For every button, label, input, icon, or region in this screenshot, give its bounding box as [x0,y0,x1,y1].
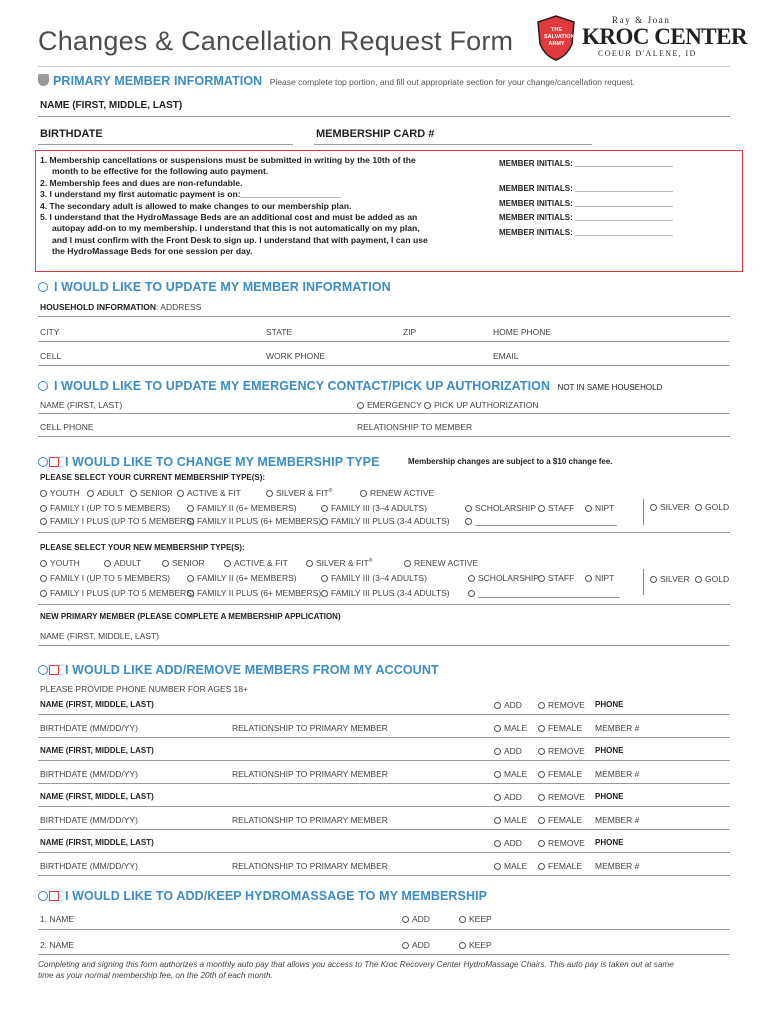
opt-label: ACTIVE & FIT [234,558,288,568]
new-fam2[interactable] [187,573,297,583]
radio-circle-icon[interactable] [40,590,47,597]
member-relationship-label[interactable]: RELATIONSHIP TO PRIMARY MEMBER [232,769,388,779]
logo-main-text: KROC CENTER [582,24,748,49]
radio-circle-icon[interactable] [494,840,501,847]
primary-section-note: Please complete top portion, and fill out appropriate section for your change/cancellation request. [269,77,636,87]
emergency-option-label: EMERGENCY [367,400,422,410]
new-active-fit[interactable] [224,558,288,568]
member-female-option[interactable] [538,815,582,825]
opt-label: FAMILY I (UP TO 5 MEMBERS) [50,573,171,583]
radio-circle-icon[interactable] [266,490,273,497]
emergency-relationship-label[interactable]: RELATIONSHIP TO MEMBER [357,422,473,432]
salvation-army-shield-logo [534,14,578,62]
radio-circle-icon[interactable] [402,942,409,949]
policy-4: 4. The secondary adult is allowed to make changes to our membership plan. [40,200,352,211]
radio-circle-icon[interactable] [494,794,501,801]
opt-label: SILVER [660,502,690,512]
member-name-label[interactable]: NAME (FIRST, MIDDLE, LAST) [40,746,154,755]
new-primary-name[interactable]: NAME (FIRST, MIDDLE, LAST) [40,631,160,641]
member-add-option[interactable] [494,700,522,710]
current-renew[interactable] [360,488,434,498]
radio-circle-icon[interactable] [40,575,47,582]
logo-top-text: Ray & Joan [612,15,671,25]
member-male-option[interactable] [494,769,527,779]
member-remove-option[interactable] [538,838,585,848]
radio-circle-icon[interactable] [402,916,409,923]
radio-circle-icon[interactable] [465,505,472,512]
radio-circle-icon[interactable] [468,590,475,597]
opt-label: GOLD [705,574,730,584]
radio-circle-icon[interactable] [38,665,48,675]
pickup-option[interactable] [424,400,539,410]
radio-circle-icon[interactable] [494,817,501,824]
radio-circle-icon[interactable] [538,794,545,801]
radio-circle-icon[interactable] [538,840,545,847]
radio-circle-icon[interactable] [360,490,367,497]
opt-label: SENIOR [140,488,173,498]
opt-label: ADD [412,914,430,924]
radio-circle-icon[interactable] [494,748,501,755]
opt-label: KEEP [469,914,492,924]
opt-label: MALE [504,769,528,779]
new-divider [643,569,644,595]
current-divider [643,499,644,525]
opt-label: ADD [504,792,522,802]
current-youth[interactable] [40,488,80,498]
current-silver[interactable] [650,502,690,512]
new-fam3p[interactable] [321,588,450,598]
policy-1-cont: month to be effective for the following auto payment. [52,166,269,177]
radio-circle-icon[interactable] [468,575,475,582]
opt-label: YOUTH [50,488,80,498]
member-initials-3[interactable]: MEMBER INITIALS: ______________________ [499,199,673,208]
opt-label: NIPT [595,573,615,583]
radio-circle-icon[interactable] [650,576,657,583]
current-fam3[interactable] [321,503,427,513]
member-name-label[interactable]: NAME (FIRST, MIDDLE, LAST) [40,700,154,709]
opt-label: ADD [504,700,522,710]
member-number-label[interactable]: MEMBER # [595,723,640,733]
member-number-label[interactable]: MEMBER # [595,769,640,779]
membership-card-label[interactable]: MEMBERSHIP CARD # [316,128,435,140]
opt-label: RENEW ACTIVE [414,558,479,568]
current-nipt[interactable] [585,503,614,513]
checkbox-icon[interactable] [49,665,59,675]
hydro-title: I WOULD LIKE TO ADD/KEEP HYDROMASSAGE TO MY MEMBERSHIP [65,889,488,903]
radio-circle-icon[interactable] [494,702,501,709]
member-initials-5[interactable]: MEMBER INITIALS: ______________________ [499,228,673,237]
state-label[interactable]: STATE [266,327,293,337]
radio-circle-icon[interactable] [306,560,313,567]
member-birthdate-label[interactable]: BIRTHDATE (MM/DD/YY) [40,723,138,733]
member-remove-option[interactable] [538,746,585,756]
radio-circle-icon[interactable] [187,590,194,597]
emergency-name-label[interactable]: NAME (FIRST, LAST) [40,400,123,410]
shield-icon [38,74,49,86]
phone-note: PLEASE PROVIDE PHONE NUMBER FOR AGES 18+ [40,684,249,694]
opt-label: GOLD [705,502,730,512]
member-add-option[interactable] [494,838,522,848]
hydro-name-2[interactable]: 2. NAME [40,940,75,950]
new-other[interactable] [468,588,620,598]
opt-label: RENEW ACTIVE [370,488,435,498]
name-label[interactable]: NAME (FIRST, MIDDLE, LAST) [40,100,183,111]
opt-label: ADULT [97,488,125,498]
opt-label: YOUTH [50,558,80,568]
policy-5-cont: autopay add-on to my membership. I understand that this is not automatically on my plan, [52,223,420,234]
opt-label: ADD [412,940,430,950]
radio-circle-icon[interactable] [104,560,111,567]
birthdate-label[interactable]: BIRTHDATE [40,128,103,140]
opt-label: FAMILY I PLUS (UP TO 5 MEMBERS) [50,516,195,526]
radio-circle-icon[interactable] [494,771,501,778]
opt-label: FAMILY I (UP TO 5 MEMBERS) [50,503,171,513]
opt-label: STAFF [548,503,575,513]
checkbox-icon[interactable] [49,457,59,467]
radio-circle-icon[interactable] [538,725,545,732]
zip-label[interactable]: ZIP [403,327,417,337]
new-fam3[interactable] [321,573,427,583]
opt-label: NIPT [595,503,615,513]
new-youth[interactable] [40,558,80,568]
opt-label: KEEP [469,940,492,950]
current-scholarship[interactable] [465,503,536,513]
current-other[interactable] [465,516,617,526]
primary-section-header [38,72,635,90]
hydro-header[interactable] [38,887,487,905]
radio-circle-icon[interactable] [424,402,431,409]
opt-label: FAMILY II (6+ MEMBERS) [197,503,297,513]
change-type-header[interactable] [38,453,380,471]
new-primary-label: NEW PRIMARY MEMBER (PLEASE COMPLETE A MEMBERSHIP APPLICATION) [40,612,341,621]
new-gold[interactable] [695,574,729,584]
checkbox-icon[interactable] [49,891,59,901]
radio-circle-icon[interactable] [40,505,47,512]
emergency-cell-label[interactable]: CELL PHONE [40,422,94,432]
member-birthdate-label[interactable]: BIRTHDATE (MM/DD/YY) [40,861,138,871]
hydro-add-1[interactable] [402,914,430,924]
opt-label: FAMILY III (3–4 ADULTS) [331,573,427,583]
member-relationship-label[interactable]: RELATIONSHIP TO PRIMARY MEMBER [232,723,388,733]
member-phone-label[interactable]: PHONE [595,746,624,755]
radio-circle-icon[interactable] [538,771,545,778]
add-remove-header[interactable] [38,661,439,679]
household-label[interactable] [40,302,201,312]
member-male-option[interactable] [494,861,527,871]
current-silver-fit[interactable]: SILVER & FIT® [266,488,332,498]
policy-2: 2. Membership fees and dues are non-refundable. [40,177,243,188]
member-phone-label[interactable]: PHONE [595,700,624,709]
opt-label: ADULT [114,558,142,568]
member-birthdate-label[interactable]: BIRTHDATE (MM/DD/YY) [40,815,138,825]
new-adult[interactable] [104,558,141,568]
new-nipt[interactable] [585,573,614,583]
hydro-keep-1[interactable] [459,914,492,924]
opt-label: FAMILY II PLUS (6+ MEMBERS) [197,588,322,598]
member-male-option[interactable] [494,815,527,825]
opt-label: MALE [504,815,528,825]
current-fam1[interactable] [40,503,170,513]
policy-3: 3. I understand my first automatic payment is on:_____________________ [40,189,341,200]
add-remove-title: I WOULD LIKE ADD/REMOVE MEMBERS FROM MY ACCOUNT [65,663,439,677]
member-name-label[interactable]: NAME (FIRST, MIDDLE, LAST) [40,792,154,801]
current-gold[interactable] [695,502,729,512]
member-remove-option[interactable] [538,700,585,710]
radio-circle-icon[interactable] [321,505,328,512]
member-number-label[interactable]: MEMBER # [595,815,640,825]
radio-circle-icon[interactable] [321,590,328,597]
current-fam1p[interactable] [40,516,195,526]
member-remove-option[interactable] [538,792,585,802]
member-birthdate-label[interactable]: BIRTHDATE (MM/DD/YY) [40,769,138,779]
household-bold: HOUSEHOLD INFORMATION [40,302,157,312]
change-type-title: I WOULD LIKE TO CHANGE MY MEMBERSHIP TYPE [65,455,380,469]
member-initials-2[interactable]: MEMBER INITIALS: ______________________ [499,184,673,193]
city-label[interactable]: CITY [40,327,60,337]
member-phone-label[interactable]: PHONE [595,838,624,847]
member-add-option[interactable] [494,792,522,802]
member-initials-4[interactable]: MEMBER INITIALS: ______________________ [499,213,673,222]
emergency-option[interactable] [357,400,422,410]
new-fam1p[interactable] [40,588,195,598]
policy-1: 1. Membership cancellations or suspensions must be submitted in writing by the 10th of the [40,155,416,165]
pickup-option-label: PICK UP AUTHORIZATION [434,400,539,410]
member-name-label[interactable]: NAME (FIRST, MIDDLE, LAST) [40,838,154,847]
email-label[interactable]: EMAIL [493,351,519,361]
radio-circle-icon[interactable] [177,490,184,497]
radio-circle-icon[interactable] [38,381,48,391]
opt-label: REMOVE [548,746,585,756]
policy-list [40,155,428,258]
opt-label: FEMALE [548,723,583,733]
hydro-name-1[interactable]: 1. NAME [40,914,75,924]
opt-label: FAMILY II (6+ MEMBERS) [197,573,297,583]
cell-label[interactable]: CELL [40,351,62,361]
radio-circle-icon[interactable] [187,518,194,525]
radio-circle-icon[interactable] [130,490,137,497]
opt-label: FAMILY III PLUS (3-4 ADULTS) [331,588,450,598]
emergency-header[interactable] [38,377,662,395]
radio-circle-icon[interactable] [494,863,501,870]
opt-label: MALE [504,861,528,871]
opt-label: REMOVE [548,700,585,710]
opt-label: ADD [504,746,522,756]
hydro-add-2[interactable] [402,940,430,950]
opt-label: FAMILY III PLUS (3-4 ADULTS) [331,516,450,526]
opt-label: FAMILY III (3–4 ADULTS) [331,503,427,513]
opt-label: FEMALE [548,769,583,779]
radio-circle-icon[interactable] [650,504,657,511]
opt-label: ACTIVE & FIT [187,488,241,498]
opt-label: REMOVE [548,792,585,802]
radio-circle-icon[interactable] [585,505,592,512]
radio-circle-icon[interactable] [494,725,501,732]
opt-label: REMOVE [548,838,585,848]
radio-circle-icon[interactable] [321,518,328,525]
radio-circle-icon[interactable] [538,505,545,512]
radio-circle-icon[interactable] [162,560,169,567]
radio-circle-icon[interactable] [187,575,194,582]
current-fam2[interactable] [187,503,297,513]
radio-circle-icon[interactable] [40,560,47,567]
radio-circle-icon[interactable] [187,505,194,512]
new-renew[interactable] [404,558,478,568]
radio-circle-icon[interactable] [224,560,231,567]
opt-label: SCHOLARSHIP [478,573,539,583]
home-phone-label[interactable]: HOME PHONE [493,327,552,337]
radio-circle-icon[interactable] [538,702,545,709]
radio-circle-icon[interactable] [538,575,545,582]
new-silver-fit[interactable]: SILVER & FIT® [306,558,372,568]
primary-section-title: PRIMARY MEMBER INFORMATION [53,74,263,88]
radio-circle-icon[interactable] [585,575,592,582]
opt-label: ADD [504,838,522,848]
hydro-footer-2: time as your normal membership fee, on the 20th of each month. [38,971,273,980]
new-fam1[interactable] [40,573,170,583]
current-staff[interactable] [538,503,574,513]
work-phone-label[interactable]: WORK PHONE [266,351,326,361]
member-initials-1[interactable]: MEMBER INITIALS: ______________________ [499,159,673,168]
policy-5: 5. I understand that the HydroMassage Beds are an additional cost and must be added as an [40,212,418,223]
radio-circle-icon[interactable] [465,518,472,525]
opt-label: ______________________________ [478,588,620,598]
member-number-label[interactable]: MEMBER # [595,861,640,871]
current-senior[interactable] [130,488,173,498]
member-add-option[interactable] [494,746,522,756]
opt-label: SILVER [660,574,690,584]
current-adult[interactable] [87,488,124,498]
radio-circle-icon[interactable] [321,575,328,582]
emergency-title: I WOULD LIKE TO UPDATE MY EMERGENCY CONTACT/PICK UP AUTHORIZATION [54,379,551,393]
member-female-option[interactable] [538,861,582,871]
member-relationship-label[interactable]: RELATIONSHIP TO PRIMARY MEMBER [232,815,388,825]
opt-label: ______________________________ [475,516,617,526]
opt-label: SENIOR [172,558,205,568]
emergency-note: NOT IN SAME HOUSEHOLD [557,383,663,392]
opt-label: STAFF [548,573,575,583]
hydro-footer-1: Completing and signing this form authorizes a monthly auto pay that allows you access to The Kroc Recovery Center HydroMassage Chairs. This auto pay is taken out at same [38,960,674,969]
member-phone-label[interactable]: PHONE [595,792,624,801]
opt-label: FEMALE [548,815,583,825]
radio-circle-icon[interactable] [38,282,48,292]
shield-text: THE SALVATION ARMY [544,27,575,47]
page-title: Changes & Cancellation Request Form [38,26,514,56]
radio-circle-icon[interactable] [404,560,411,567]
opt-label: MALE [504,723,528,733]
radio-circle-icon[interactable] [40,490,47,497]
new-type-label: PLEASE SELECT YOUR NEW MEMBERSHIP TYPE(S): [40,543,245,552]
household-rest: : ADDRESS [156,302,202,312]
opt-label: SILVER & FIT [276,488,329,498]
radio-circle-icon[interactable] [538,817,545,824]
current-type-label: PLEASE SELECT YOUR CURRENT MEMBERSHIP TYPE(S): [40,473,266,482]
current-fam2p[interactable] [187,516,321,526]
new-scholarship[interactable] [468,573,539,583]
current-active-fit[interactable] [177,488,241,498]
member-male-option[interactable] [494,723,527,733]
radio-circle-icon[interactable] [87,490,94,497]
opt-label: SILVER & FIT [316,558,369,568]
new-silver[interactable] [650,574,690,584]
opt-label: FAMILY I PLUS (UP TO 5 MEMBERS) [50,588,195,598]
radio-circle-icon[interactable] [40,518,47,525]
radio-circle-icon[interactable] [538,748,545,755]
new-fam2p[interactable] [187,588,321,598]
radio-circle-icon[interactable] [459,942,466,949]
radio-circle-icon[interactable] [695,576,702,583]
opt-label: SCHOLARSHIP [475,503,536,513]
new-staff[interactable] [538,573,574,583]
change-fee-note: Membership changes are subject to a $10 change fee. [408,457,613,466]
member-female-option[interactable] [538,769,582,779]
radio-circle-icon[interactable] [538,863,545,870]
new-senior[interactable] [162,558,205,568]
logo-sub-text: COEUR D'ALENE, ID [598,49,697,58]
policy-5-cont: and I must confirm with the Front Desk to sign up. I understand that with payment, I can use [52,234,428,245]
policy-5-cont: the HydroMassage Beds for one session per day. [52,246,253,257]
radio-circle-icon[interactable] [695,504,702,511]
update-info-title: I WOULD LIKE TO UPDATE MY MEMBER INFORMATION [54,280,391,294]
hydro-keep-2[interactable] [459,940,492,950]
radio-circle-icon[interactable] [38,457,48,467]
radio-circle-icon[interactable] [459,916,466,923]
current-fam3p[interactable] [321,516,450,526]
radio-circle-icon[interactable] [38,891,48,901]
member-relationship-label[interactable]: RELATIONSHIP TO PRIMARY MEMBER [232,861,388,871]
opt-label: FAMILY II PLUS (6+ MEMBERS) [197,516,322,526]
radio-circle-icon[interactable] [357,402,364,409]
update-info-header[interactable] [38,278,391,296]
member-female-option[interactable] [538,723,582,733]
opt-label: FEMALE [548,861,583,871]
